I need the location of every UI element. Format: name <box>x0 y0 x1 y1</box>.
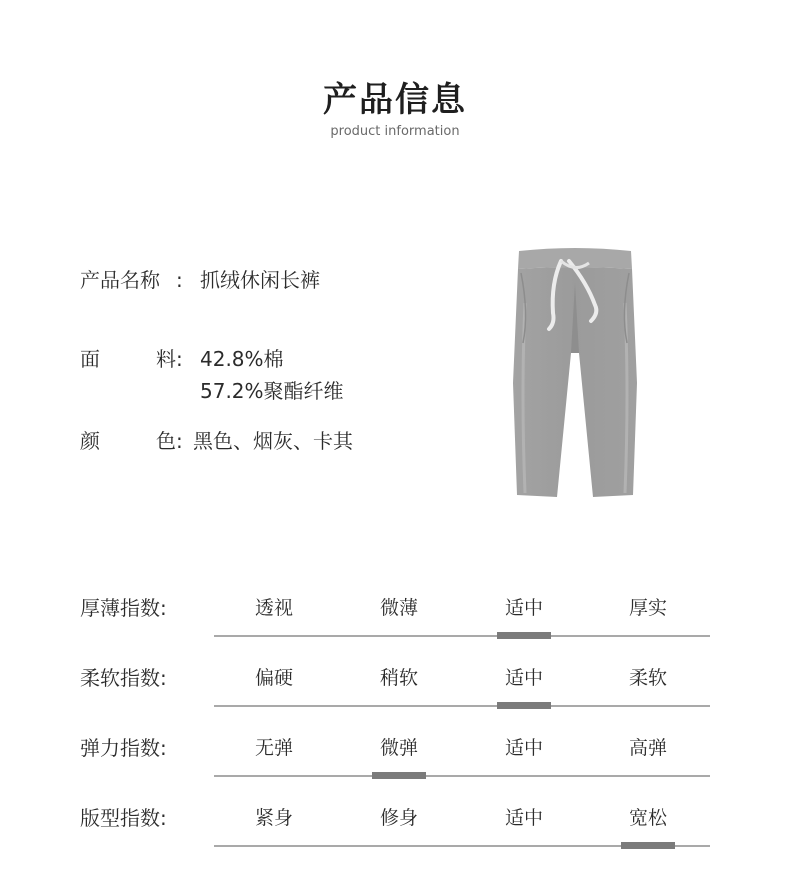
scale-row <box>80 592 720 632</box>
color-label <box>80 425 176 457</box>
scale-row <box>80 662 720 702</box>
scale-label: 厚薄指数: <box>80 596 167 620</box>
name-value: 抓绒休闲长裤 <box>200 268 320 292</box>
scale-option: 微薄 <box>379 597 418 619</box>
scale-track <box>214 635 710 637</box>
fabric-colon: : <box>176 347 183 371</box>
scale-track <box>214 775 710 777</box>
scale-option: 透视 <box>254 597 293 619</box>
scale-selected-marker <box>372 772 426 779</box>
scale-label: 柔软指数: <box>80 666 167 690</box>
scale-option: 偏硬 <box>254 667 293 689</box>
scale-option: 适中 <box>504 807 543 829</box>
scale-selected-marker <box>497 632 551 639</box>
scale-label: 弹力指数: <box>80 736 167 760</box>
name-label: 产品名称 <box>80 268 160 292</box>
scale-option: 宽松 <box>628 807 667 829</box>
scale-option: 修身 <box>379 807 418 829</box>
page-title: 产品信息 <box>323 80 467 120</box>
color-value: 黑色、烟灰、卡其 <box>193 429 353 453</box>
pants-icon <box>505 243 645 503</box>
fabric-label <box>80 343 176 375</box>
scale-option: 高弹 <box>628 737 667 759</box>
scale-row <box>80 802 720 842</box>
scale-track <box>214 705 710 707</box>
scale-option: 适中 <box>504 667 543 689</box>
scale-option: 适中 <box>504 597 543 619</box>
page-subtitle: product information <box>330 124 460 139</box>
scale-label: 版型指数: <box>80 806 167 830</box>
scale-option: 微弹 <box>379 737 418 759</box>
scale-row <box>80 732 720 772</box>
scale-option: 稍软 <box>379 667 418 689</box>
scale-option: 厚实 <box>628 597 667 619</box>
fabric-value-1: 42.8%棉 <box>200 347 284 371</box>
color-label-char-2: 色 <box>156 429 176 453</box>
color-colon: : <box>176 429 183 453</box>
fabric-value-2: 57.2%聚酯纤维 <box>200 379 344 403</box>
scale-option: 紧身 <box>254 807 293 829</box>
scale-option: 柔软 <box>628 667 667 689</box>
fabric-label-char-1: 面 <box>80 347 100 371</box>
name-colon: : <box>176 268 183 292</box>
color-label-char-1: 颜 <box>80 429 100 453</box>
scale-option: 适中 <box>504 737 543 759</box>
scale-selected-marker <box>497 702 551 709</box>
fabric-label-char-2: 料 <box>156 347 176 371</box>
scale-option: 无弹 <box>254 737 293 759</box>
scale-selected-marker <box>621 842 675 849</box>
